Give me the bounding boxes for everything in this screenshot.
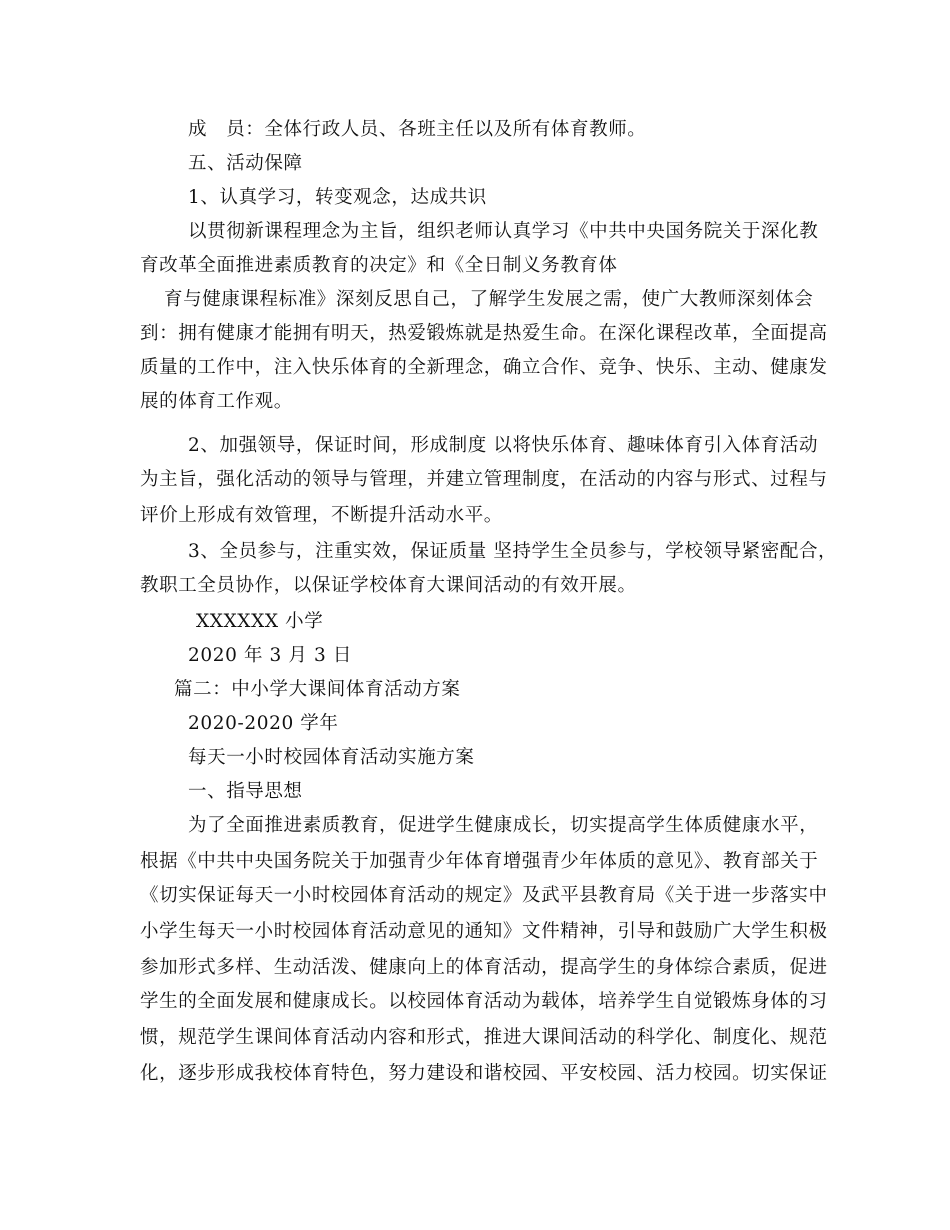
paragraph-line: 为了全面推进素质教育，促进学生健康成长，切实提高学生体质健康水平， (188, 815, 819, 836)
paragraph-line: 3、全员参与，注重实效，保证质量 坚持学生全员参与，学校领导紧密配合， (188, 541, 838, 562)
paragraph-line: 育与健康课程标准》深刻反思自己，了解学生发展之需，使广大教师深刻体会 (164, 289, 814, 310)
members-line: 成 员：全体行政人员、各班主任以及所有体育教师。 (188, 119, 647, 140)
paragraph-line: 根据《中共中央国务院关于加强青少年体育增强青少年体质的意见》、教育部关于 (140, 851, 819, 872)
plan-title: 每天一小时校园体育活动实施方案 (188, 747, 475, 768)
item-heading-study: 1、认真学习，转变观念，达成共识 (188, 187, 487, 208)
paragraph-line: 《切实保证每天一小时校园体育活动的规定》及武平县教育局《关于进一步落实中 (140, 885, 828, 906)
paragraph-line: 学生的全面发展和健康成长。以校园体育活动为载体，培养学生自觉锻炼身体的习 (140, 991, 828, 1012)
paragraph-line: 评价上形成有效管理，不断提升活动水平。 (140, 505, 503, 526)
section-heading-guiding-thought: 一、指导思想 (188, 781, 303, 802)
paragraph-line: 展的体育工作观。 (140, 391, 293, 412)
paragraph-line: 参加形式多样、生动活泼、健康向上的体育活动，提高学生的身体综合素质，促进 (140, 957, 828, 978)
paragraph-line: 惯，规范学生课间体育活动内容和形式，推进大课间活动的科学化、制度化、规范 (140, 1027, 828, 1048)
school-name: XXXXXX 小学 (196, 611, 324, 632)
paragraph-line: 质量的工作中，注入快乐体育的全新理念，确立合作、竞争、快乐、主动、健康发 (140, 357, 828, 378)
school-year: 2020-2020 学年 (188, 713, 339, 734)
paragraph-line: 小学生每天一小时校园体育活动意见的通知》文件精神，引导和鼓励广大学生积极 (140, 921, 828, 942)
paragraph-line: 化，逐步形成我校体育特色，努力建设和谐校园、平安校园、活力校园。切实保证 (140, 1063, 828, 1084)
paragraph-line: 到：拥有健康才能拥有明天，热爱锻炼就是热爱生命。在深化课程改革，全面提高 (140, 323, 828, 344)
paragraph-line: 为主旨，强化活动的领导与管理，并建立管理制度，在活动的内容与形式、过程与 (140, 469, 828, 490)
paragraph-line: 教职工全员协作，以保证学校体育大课间活动的有效开展。 (140, 575, 637, 596)
paragraph-line: 育改革全面推进素质教育的决定》和《全日制义务教育体 (140, 255, 618, 276)
paragraph-line: 2、加强领导，保证时间，形成制度 以将快乐体育、趣味体育引入体育活动 (188, 435, 819, 456)
section-heading-activity-guarantee: 五、活动保障 (188, 153, 303, 174)
paragraph-line: 以贯彻新课程理念为主旨，组织老师认真学习《中共中央国务院关于深化教 (188, 221, 819, 242)
part-two-title: 篇二：中小学大课间体育活动方案 (174, 679, 461, 700)
document-date: 2020 年 3 月 3 日 (188, 645, 352, 666)
